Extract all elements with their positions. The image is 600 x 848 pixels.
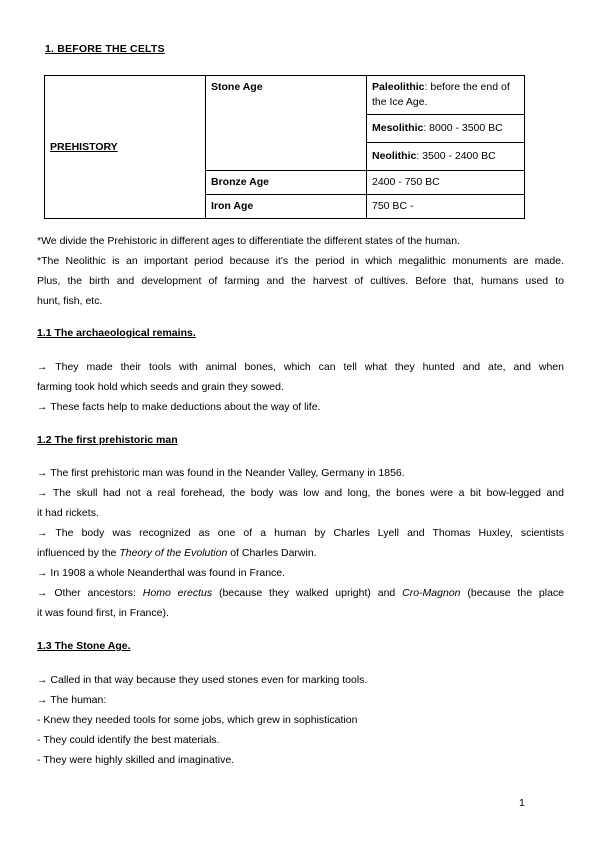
text-run: (because they walked upright) and [212, 587, 403, 599]
text-run: of Charles Darwin. [227, 547, 317, 559]
text-run-italic: Homo erectus [142, 587, 213, 599]
ages-table [44, 75, 525, 219]
body-line: - They were highly skilled and imaginative. [37, 754, 235, 766]
text-run: (because the place [460, 587, 564, 599]
neolithic-cell [367, 143, 525, 171]
iron-age-cell: Iron Age [206, 195, 367, 219]
note-line: *The Neolithic is an important period because it's the period in which megalithic monuments are made. [37, 255, 564, 267]
text-run: → Other ancestors: [37, 587, 143, 599]
body-line: → The body was recognized as one of a human by Charles Lyell and Thomas Huxley, scientists [37, 527, 564, 539]
body-line: - Knew they needed tools for some jobs, which grew in sophistication [37, 714, 358, 726]
neolithic-label: Neolithic [372, 150, 417, 162]
paleolithic-text: : before the end of the Ice Age. [372, 81, 510, 108]
paleolithic-label: Paleolithic [372, 81, 425, 93]
section-title-stone-age: 1.3 The Stone Age. [37, 640, 131, 652]
body-line: → Called in that way because they used stones even for marking tools. [37, 674, 368, 686]
note-line: hunt, fish, etc. [37, 295, 103, 307]
note-line: Plus, the birth and development of farming and the harvest of cultives. Before that, humans used to [37, 275, 564, 287]
text-run: influenced by the [37, 547, 120, 559]
body-line: farming took hold which seeds and grain they sowed. [37, 381, 284, 393]
bronze-age-cell: Bronze Age [206, 171, 367, 195]
neolithic-text: : 3500 - 2400 BC [416, 150, 496, 162]
notes-block [37, 231, 564, 311]
body-line: → They made their tools with animal bones, which can tell what they hunted and ate, and when [37, 361, 564, 373]
mesolithic-cell [367, 115, 525, 143]
body-line: - They could identify the best materials. [37, 734, 220, 746]
section-body-stone-age [37, 670, 564, 770]
body-line: → These facts help to make deductions about the way of life. [37, 401, 321, 413]
prehistory-label: PREHISTORY [50, 140, 118, 153]
section-title-archaeological: 1.1 The archaeological remains. [37, 327, 196, 339]
body-line: → In 1908 a whole Neanderthal was found in France. [37, 567, 286, 579]
note-line: *We divide the Prehistoric in different ages to differentiate the different states of the human. [37, 235, 460, 247]
section-title-prehistoric-man: 1.2 The first prehistoric man [37, 434, 178, 446]
stone-age-cell: Stone Age [206, 76, 367, 171]
text-run-italic: Cro-Magnon [402, 587, 461, 599]
body-line [37, 543, 564, 563]
section-body-prehistoric-man [37, 463, 564, 623]
section-body-archaeological [37, 357, 564, 417]
iron-dates-cell: 750 BC - [367, 195, 525, 219]
page-number: 1 [519, 797, 525, 809]
body-line: → The first prehistoric man was found in the Neander Valley, Germany in 1856. [37, 467, 405, 479]
prehistory-cell [45, 76, 206, 219]
paleolithic-cell [367, 76, 525, 115]
mesolithic-text: : 8000 - 3500 BC [423, 122, 503, 134]
body-line [37, 583, 564, 603]
body-line: it was found first, in France). [37, 607, 169, 619]
body-line: → The human: [37, 694, 107, 706]
body-line: it had rickets. [37, 507, 99, 519]
body-line: → The skull had not a real forehead, the body was low and long, the bones were a bit bow-legged and [37, 487, 564, 499]
section-heading: 1. BEFORE THE CELTS [45, 43, 165, 55]
mesolithic-label: Mesolithic [372, 122, 424, 134]
bronze-dates-cell: 2400 - 750 BC [367, 171, 525, 195]
text-run-italic: Theory of the Evolution [119, 547, 228, 559]
